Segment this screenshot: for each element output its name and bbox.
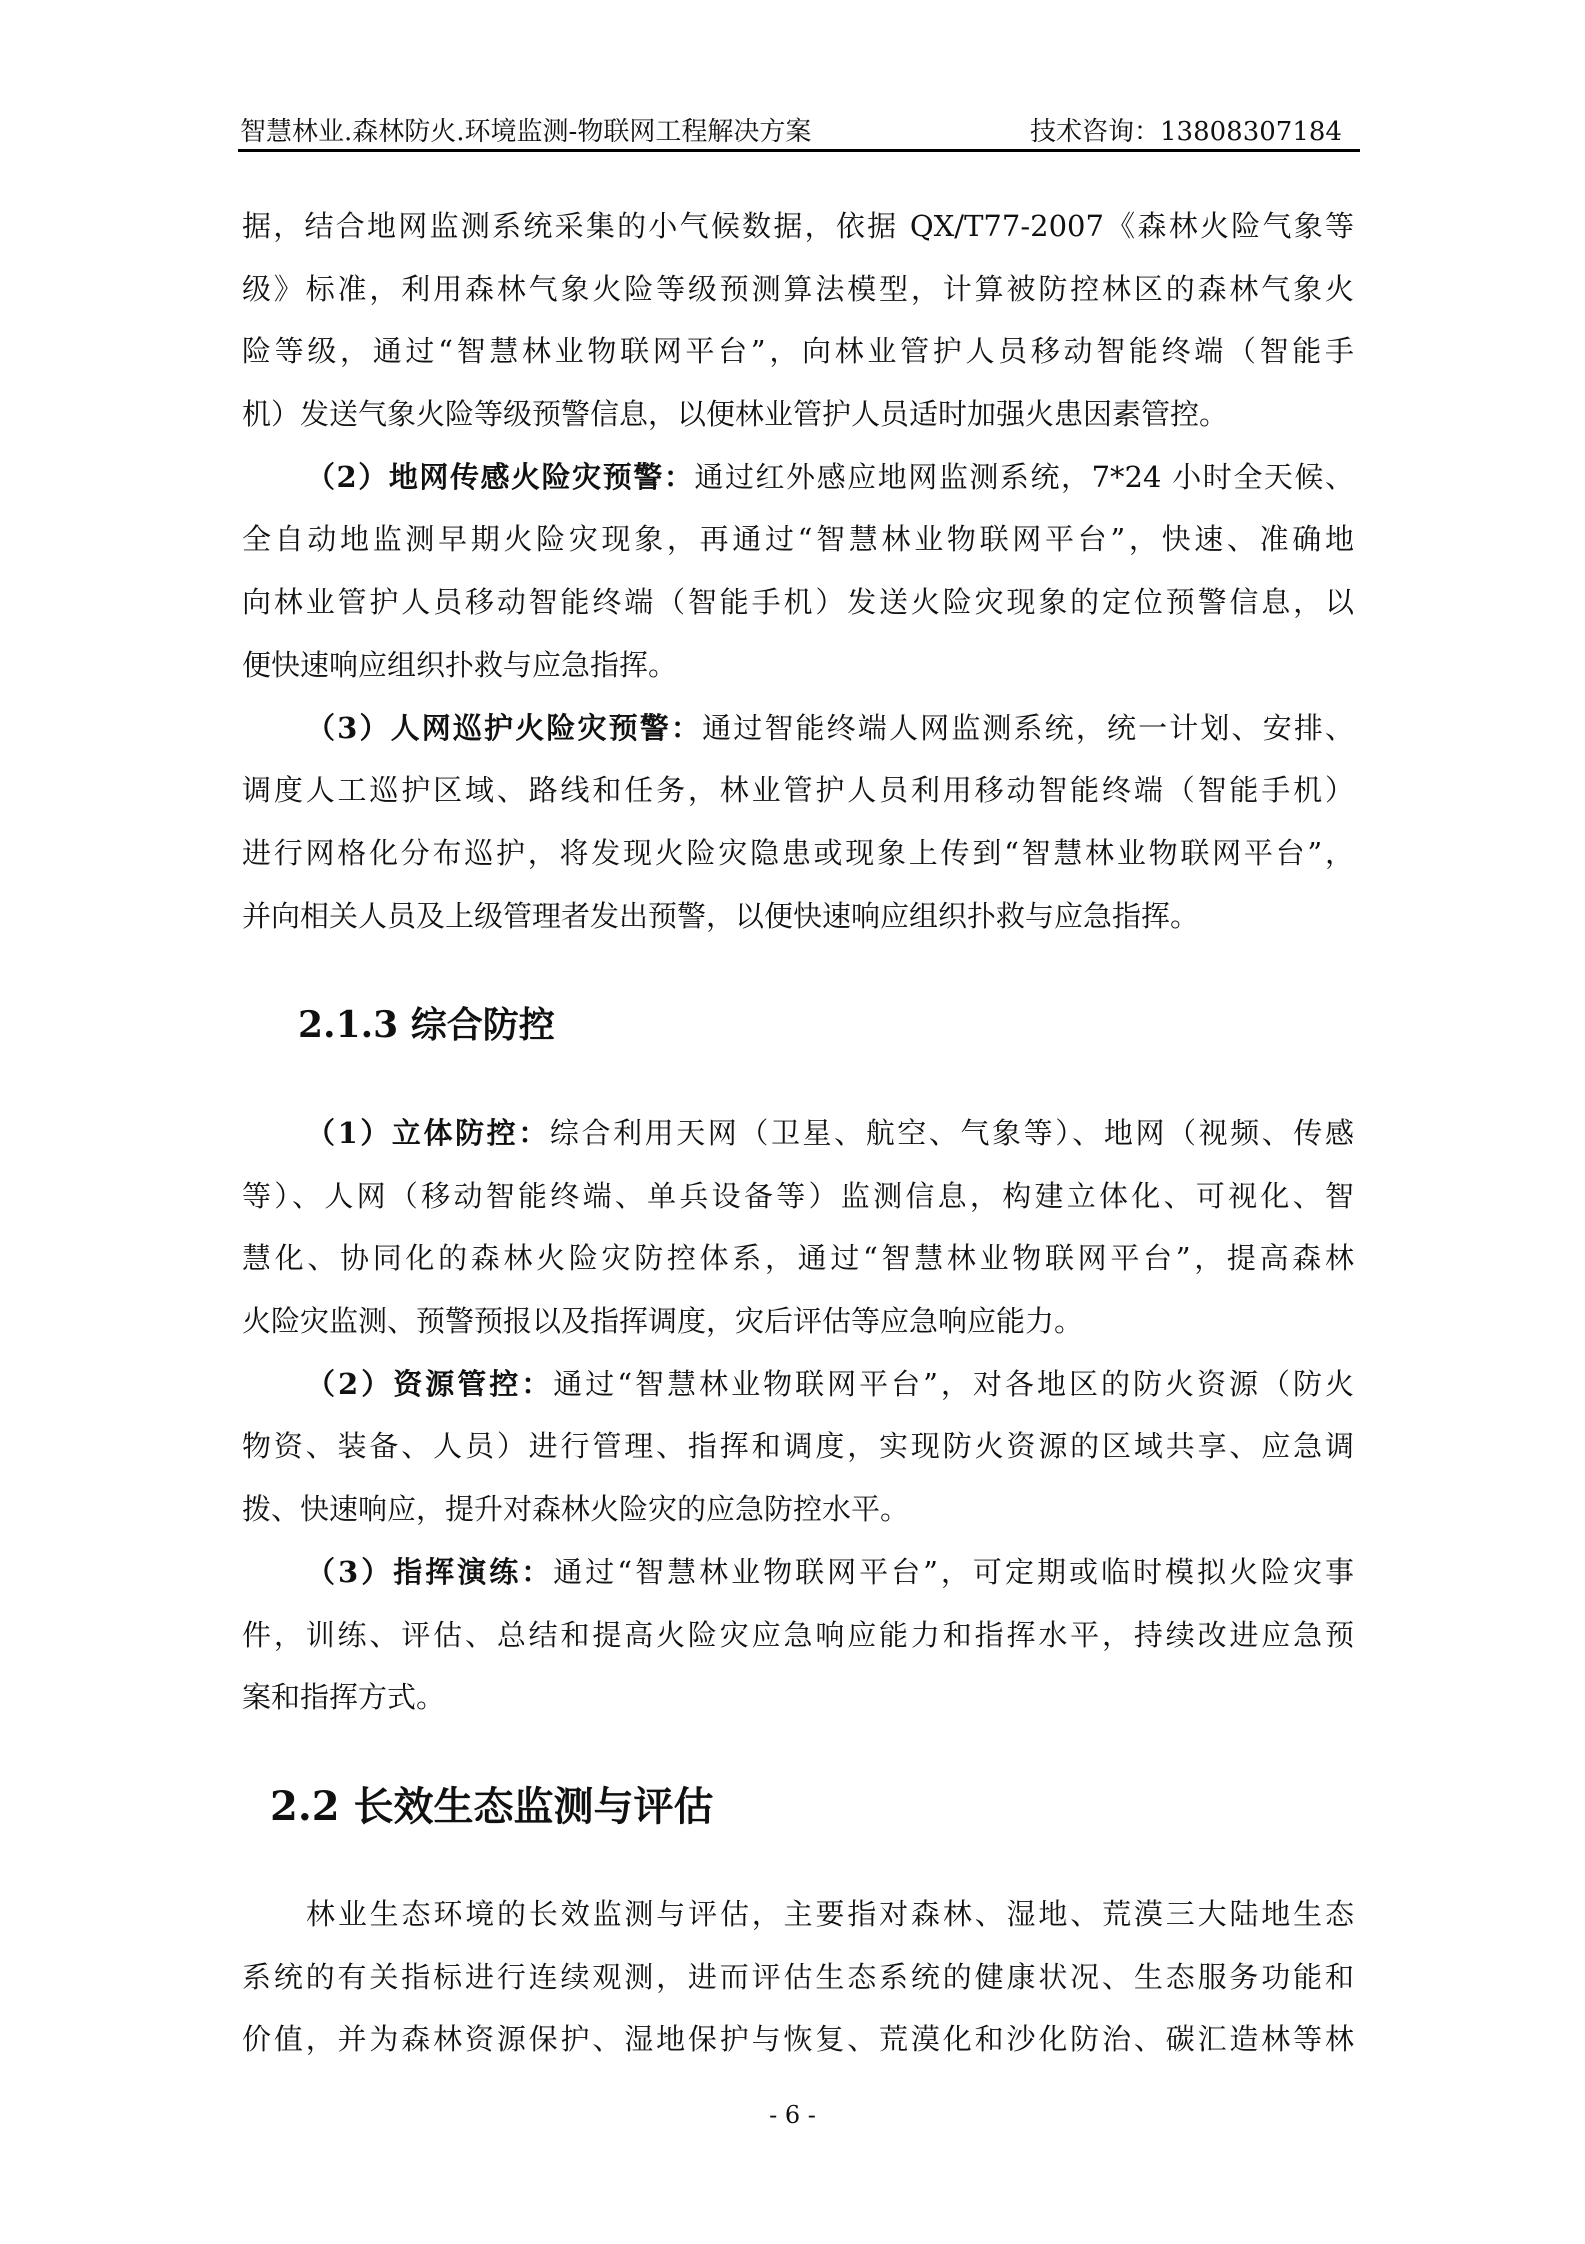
- text-line: [242, 1883, 1354, 1946]
- text-line: [242, 1478, 1354, 1541]
- line-text: 慧化、协同化的森林火险灾防控体系，通过“智慧林业物联网平台”，提高森林: [242, 1241, 1354, 1276]
- line-text: 进行网格化分布巡护，将发现火险灾隐患或现象上传到“智慧林业物联网平台”，: [242, 835, 1354, 870]
- text-line: [242, 1102, 1354, 1165]
- text-line: [242, 759, 1354, 822]
- line-text: 向林业管护人员移动智能终端（智能手机）发送火险灾现象的定位预警信息，以: [242, 585, 1354, 620]
- header-divider: [238, 149, 1360, 152]
- line-text: 并向相关人员及上级管理者发出预警，以便快速响应组织扑救与应急指挥。: [242, 898, 1200, 933]
- text-line: [242, 1604, 1354, 1667]
- text-line: [242, 2008, 1354, 2071]
- line-text: 险等级，通过“智慧林业物联网平台”，向林业管护人员移动智能终端（智能手: [242, 334, 1354, 369]
- line-text: 通过“智慧林业物联网平台”，可定期或临时模拟火险灾事: [553, 1554, 1354, 1589]
- text-line: [242, 320, 1354, 383]
- text-line: [242, 822, 1354, 885]
- line-text: 火险灾监测、预警预报以及指挥调度，灾后评估等应急响应能力。: [242, 1304, 1084, 1339]
- line-text: 物资、装备、人员）进行管理、指挥和调度，实现防火资源的区域共享、应急调: [242, 1429, 1354, 1464]
- text-line: [242, 508, 1354, 571]
- line-text: 价值，并为森林资源保护、湿地保护与恢复、荒漠化和沙化防治、碳汇造林等林: [242, 2022, 1354, 2057]
- text-line: [242, 885, 1354, 948]
- text-line: [242, 634, 1354, 697]
- text-line: [242, 1541, 1354, 1604]
- line-text: 件，训练、评估、总结和提高火险灾应急响应能力和指挥水平，持续改进应急预: [242, 1617, 1354, 1652]
- line-text: 林业生态环境的长效监测与评估，主要指对森林、湿地、荒漠三大陆地生态: [306, 1897, 1354, 1931]
- text-line: [242, 1290, 1354, 1353]
- bold-lead-in: （2）地网传感火险灾预警：: [306, 459, 695, 494]
- text-line: [242, 446, 1354, 509]
- line-text: 通过“智慧林业物联网平台”，对各地区的防火资源（防火: [553, 1366, 1354, 1401]
- text-line: [242, 383, 1354, 446]
- section-ecology-monitoring-text: [242, 1883, 1354, 2071]
- text-line: [242, 1946, 1354, 2009]
- page-number: - 6 -: [769, 2101, 816, 2129]
- heading-2-1-3: 2.1.3 综合防控: [298, 1004, 555, 1046]
- line-text: 拨、快速响应，提升对森林火险灾的应急防控水平。: [242, 1492, 910, 1527]
- text-line: [242, 1353, 1354, 1416]
- line-text: 系统的有关指标进行连续观测，进而评估生态系统的健康状况、生态服务功能和: [242, 1959, 1354, 1994]
- bold-lead-in: （2）资源管控：: [306, 1366, 554, 1401]
- section-integrated-control-text: [242, 1102, 1354, 1729]
- bold-lead-in: （1）立体防控：: [306, 1116, 550, 1150]
- header-contact: 技术咨询：13808307184: [1030, 117, 1342, 147]
- line-text: 调度人工巡护区域、路线和任务，林业管护人员利用移动智能终端（智能手机）: [242, 773, 1354, 808]
- line-text: 全自动地监测早期火险灾现象，再通过“智慧林业物联网平台”，快速、准确地: [242, 522, 1354, 557]
- bold-lead-in: （3）指挥演练：: [306, 1554, 554, 1589]
- text-line: [242, 571, 1354, 634]
- bold-lead-in: （3）人网巡护火险灾预警：: [306, 710, 703, 745]
- text-line: [242, 1415, 1354, 1478]
- text-line: [242, 697, 1354, 760]
- line-text: 级》标准，利用森林气象火险等级预测算法模型，计算被防控林区的森林气象火: [242, 271, 1354, 306]
- line-text: 机）发送气象火险等级预警信息，以便林业管护人员适时加强火患因素管控。: [242, 397, 1229, 432]
- line-text: 综合利用天网（卫星、航空、气象等）、地网（视频、传感: [549, 1116, 1354, 1150]
- line-text: 通过红外感应地网监测系统，7*24 小时全天候、: [694, 459, 1354, 494]
- line-text: 等）、人网（移动智能终端、单兵设备等）监测信息，构建立体化、可视化、智: [242, 1178, 1354, 1213]
- text-line: [242, 1227, 1354, 1290]
- text-line: [242, 1165, 1354, 1228]
- line-text: 据，结合地网监测系统采集的小气候数据，依据 QX/T77-2007《森林火险气象等: [242, 209, 1354, 243]
- header-title: 智慧林业.森林防火.环境监测-物联网工程解决方案: [240, 117, 812, 147]
- heading-2-2: 2.2 长效生态监测与评估: [270, 1783, 714, 1830]
- section-fire-warning-text: [242, 195, 1354, 947]
- text-line: [242, 1666, 1354, 1729]
- line-text: 便快速响应组织扑救与应急指挥。: [242, 647, 678, 682]
- text-line: [242, 195, 1354, 258]
- text-line: [242, 258, 1354, 321]
- line-text: 通过智能终端人网监测系统，统一计划、安排、: [702, 710, 1354, 745]
- line-text: 案和指挥方式。: [242, 1680, 446, 1715]
